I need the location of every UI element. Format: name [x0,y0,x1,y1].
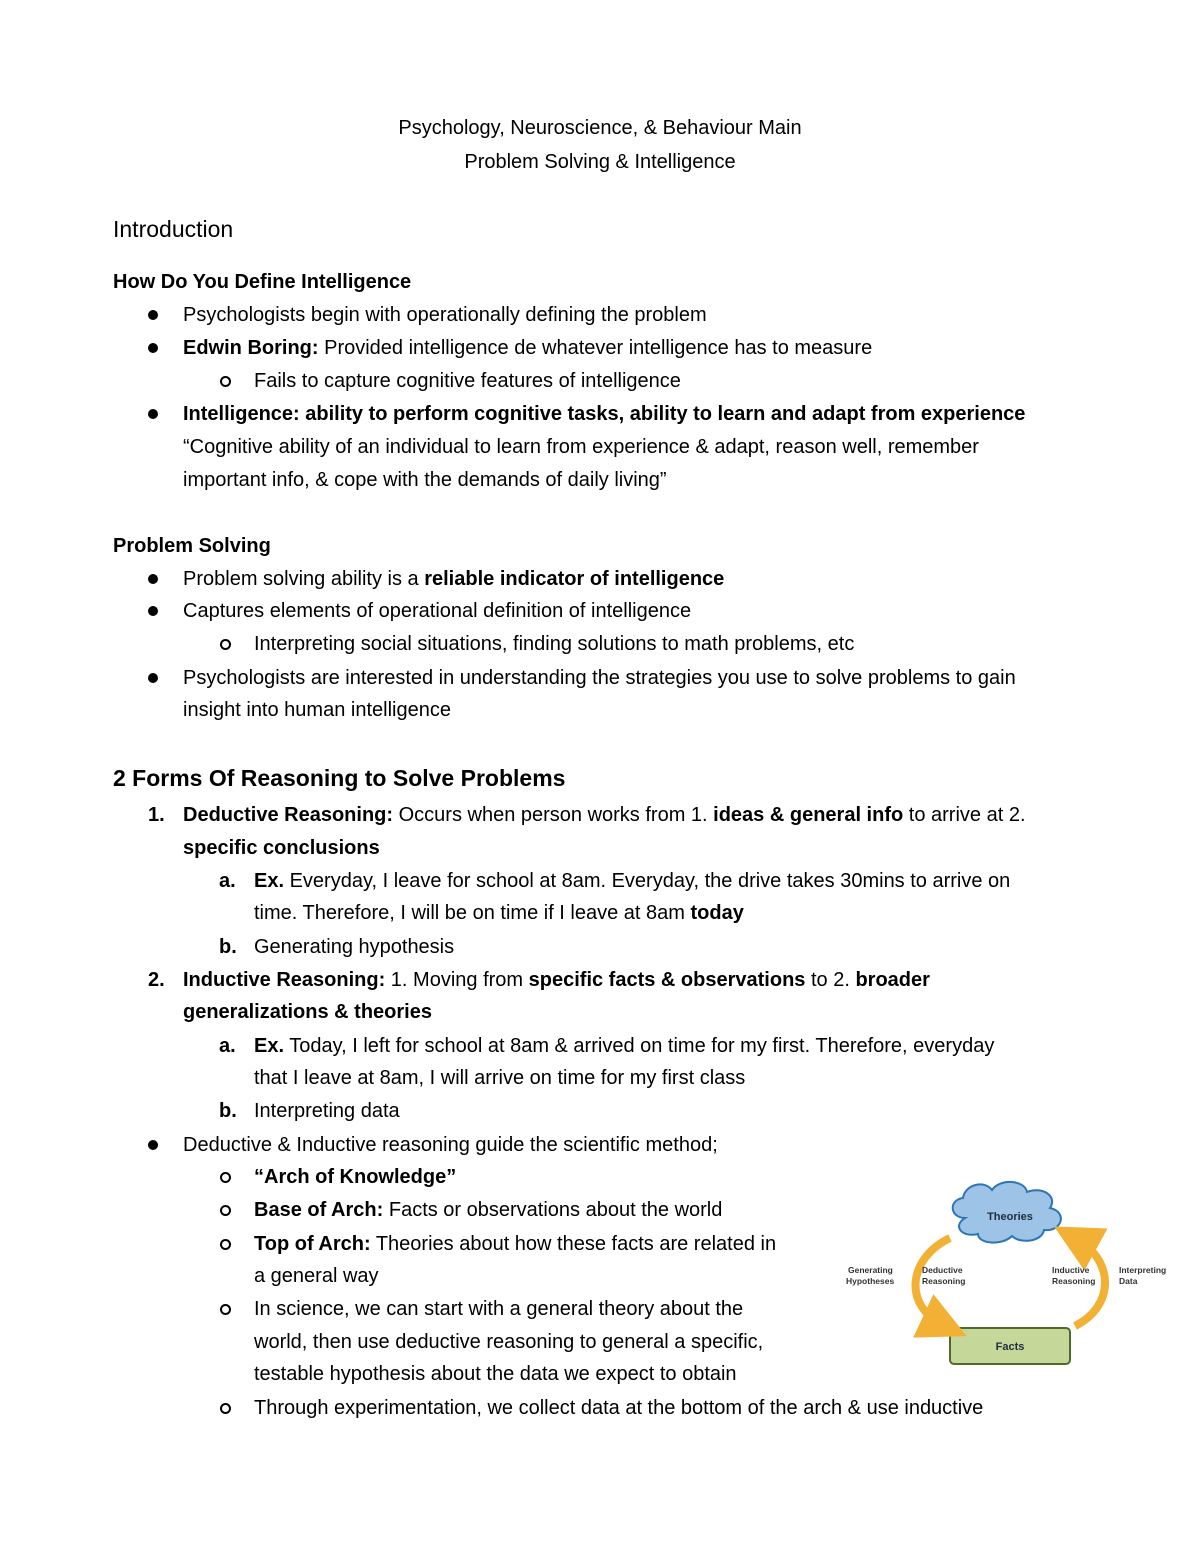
sub-list-item: Through experimentation, we collect data at the bottom of the arch & use inductive [254,1397,984,1419]
sub-list-item [254,868,1010,894]
generating-label-1: Generating [848,1265,893,1275]
list-item-text: Everyday, I leave for school at 8am. Everyday, the drive takes 30mins to arrive on [284,870,1011,892]
interpreting-label-1: Interpreting [1119,1265,1167,1275]
sub-bullet-icon [220,1304,231,1315]
sub-bullet-icon [220,376,231,387]
sub-list-item [254,1033,994,1059]
deductive-label-1: Deductive [922,1265,963,1275]
list-item [183,566,724,592]
emphasis-text: ideas & general info [713,804,904,826]
theories-label: Theories [987,1211,1033,1223]
list-item-text: Theories about how these facts are related in [370,1233,777,1255]
list-item-inductive [183,967,930,993]
quote-line: important info, & cope with the demands of daily living” [183,469,667,491]
list-item [183,335,872,361]
emphasis-text: reliable indicator of intelligence [424,568,725,590]
emphasis-text: specific conclusions [183,837,380,859]
bullet-icon [148,310,158,320]
course-title: Psychology, Neuroscience, & Behaviour Main [398,117,802,139]
list-item: Intelligence: ability to perform cognitive tasks, ability to learn and adapt from experience [183,403,1026,425]
list-letter: b. [219,936,237,958]
sub-bullet-icon [220,639,231,650]
bullet-icon [148,343,158,353]
list-item-text: time. Therefore, I will be on time if I leave at 8am [254,902,691,924]
arch-of-knowledge-diagram [830,1178,1180,1378]
list-item: Psychologists are interested in understanding the strategies you use to solve problems to gain [183,667,1016,689]
bullet-icon [148,606,158,616]
list-item-text: 1. Moving from [385,969,529,991]
list-letter: a. [219,1035,236,1057]
sub-bullet-icon [220,1403,231,1414]
term-label: Base of Arch: [254,1199,384,1221]
sub-list-item-continuation: testable hypothesis about the data we expect to obtain [254,1363,737,1385]
list-letter: a. [219,870,236,892]
deductive-label-2: Reasoning [922,1276,966,1286]
generating-label-2: Hypotheses [846,1276,895,1286]
list-number: 2. [148,969,165,991]
sub-list-item: “Arch of Knowledge” [254,1166,457,1188]
sub-bullet-icon [220,1205,231,1216]
sub-list-item: Fails to capture cognitive features of intelligence [254,370,681,392]
example-label: Ex. [254,870,285,892]
topic-title: Problem Solving & Intelligence [464,151,736,173]
emphasis-text: specific facts & observations [528,969,806,991]
sub-bullet-icon [220,1172,231,1183]
section-heading-introduction: Introduction [113,216,234,242]
list-number: 1. [148,804,165,826]
list-item-text: to arrive at 2. [903,804,1026,826]
term-label: Deductive Reasoning: [183,804,394,826]
bullet-icon [148,673,158,683]
bullet-icon [148,574,158,584]
sub-list-item [254,1231,776,1257]
emphasis-text: generalizations & theories [183,1001,432,1023]
sub-list-item: Interpreting data [254,1100,400,1122]
list-item: Psychologists begin with operationally defining the problem [183,304,707,326]
list-item-text: Today, I left for school at 8am & arrived on time for my first. Therefore, everyday [284,1035,995,1057]
section-heading-reasoning: 2 Forms Of Reasoning to Solve Problems [113,765,566,791]
sub-list-item-continuation: that I leave at 8am, I will arrive on time for my first class [254,1067,746,1089]
sub-list-item [254,1197,722,1223]
list-item-continuation: insight into human intelligence [183,699,451,721]
sub-list-item-continuation: world, then use deductive reasoning to general a specific, [254,1331,764,1353]
sub-list-item-continuation [254,900,744,926]
emphasis-text: broader [855,969,930,991]
interpreting-label-2: Data [1119,1276,1138,1286]
list-item: Deductive & Inductive reasoning guide the scientific method; [183,1134,718,1156]
theories-cloud [953,1182,1061,1243]
term-label: Top of Arch: [254,1233,371,1255]
sub-list-item-continuation: a general way [254,1265,379,1287]
sub-list-item: Generating hypothesis [254,936,455,958]
list-item-text: to 2. [805,969,856,991]
subheading-define-intelligence: How Do You Define Intelligence [113,271,412,293]
list-item-deductive [183,802,1026,828]
quote-line: “Cognitive ability of an individual to learn from experience & adapt, reason well, remember [183,436,979,458]
emphasis-text: today [690,902,744,924]
list-item: Captures elements of operational definition of intelligence [183,600,692,622]
list-item-text: Occurs when person works from 1. [393,804,714,826]
inductive-label-1: Inductive [1052,1265,1090,1275]
term-label: Edwin Boring: [183,337,319,359]
list-item-text: Provided intelligence de whatever intelligence has to measure [318,337,873,359]
example-label: Ex. [254,1035,285,1057]
list-item-text: Facts or observations about the world [383,1199,723,1221]
facts-label: Facts [995,1341,1025,1353]
facts-box [950,1328,1070,1364]
bullet-icon [148,409,158,419]
subheading-problem-solving: Problem Solving [113,535,271,557]
list-item-text: Problem solving ability is a [183,568,425,590]
list-letter: b. [219,1100,237,1122]
bullet-icon [148,1140,158,1150]
sub-bullet-icon [220,1239,231,1250]
sub-list-item: Interpreting social situations, finding solutions to math problems, etc [254,633,855,655]
sub-list-item: In science, we can start with a general theory about the [254,1298,744,1320]
inductive-label-2: Reasoning [1052,1276,1096,1286]
term-label: Inductive Reasoning: [183,969,386,991]
